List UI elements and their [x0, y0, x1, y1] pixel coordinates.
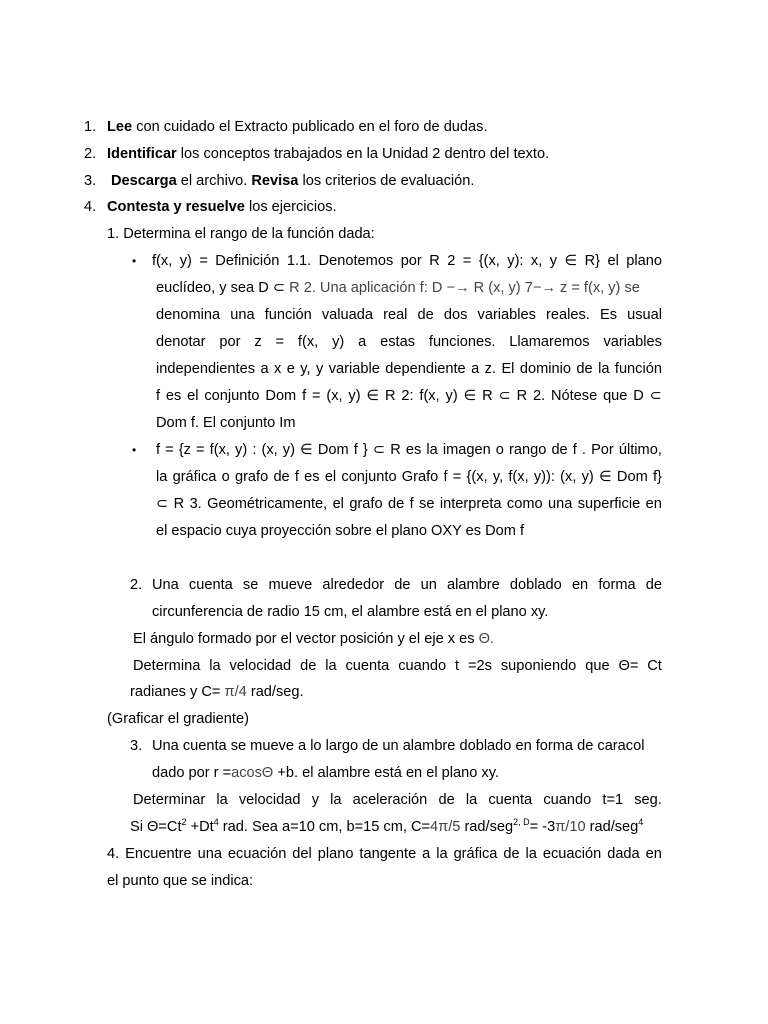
word: Ct — [647, 658, 662, 674]
word: variable — [328, 361, 380, 377]
word: y) — [445, 388, 458, 404]
word: ecuación — [542, 846, 602, 862]
word: = — [311, 388, 321, 404]
word: gráfica — [172, 469, 217, 485]
word: funciones. — [428, 334, 496, 350]
word: {z — [178, 442, 191, 458]
word: y) — [179, 253, 192, 269]
word: la — [426, 442, 438, 458]
word: como — [506, 496, 543, 512]
word: Dom — [616, 469, 648, 485]
exercise-3-line-4: Si $\Theta=Ct^2 +Dt^4$ rad. Sea a=10 cm, b=15 cm, C=4π/5 rad/seg$^{2, D}$= -3π/10 rad/seg$^4$ — [130, 817, 644, 835]
bullet-2-line-4: el espacio cuya proyección sobre el plano OXY es Dom f — [156, 523, 525, 539]
word: Geométricamente, — [207, 496, 328, 512]
word: la — [525, 846, 537, 862]
word: ecuación — [227, 846, 287, 862]
word: independientes — [156, 361, 255, 377]
word: Dom — [265, 388, 297, 404]
word: t=1 — [602, 792, 624, 808]
word: f — [156, 442, 161, 458]
word: ⊂ — [156, 496, 169, 512]
word: 2: — [401, 388, 414, 404]
word: la — [465, 792, 478, 808]
exercise-2-line-2: circunferencia de radio 15 cm, el alambre está en el plano xy. — [152, 604, 549, 620]
bullet-1-line-2: euclídeo, y sea D ⊂ R 2. Una aplicación f: D −→ R (x, y) 7−→ z = f(x, y) se — [156, 280, 640, 296]
word: imagen — [442, 442, 491, 458]
word: e — [286, 361, 295, 377]
step-4-number: 4. — [84, 199, 97, 215]
word: denomina — [156, 307, 221, 323]
word: estas — [380, 334, 416, 350]
word: conjunto — [341, 469, 397, 485]
word: = — [199, 253, 208, 269]
word: por — [400, 253, 422, 269]
word: usual — [627, 307, 662, 323]
word: doblado — [509, 577, 562, 593]
word: R — [482, 388, 493, 404]
word: un — [420, 577, 437, 593]
word: forma — [598, 577, 636, 593]
word: de — [645, 577, 662, 593]
word: y, — [300, 361, 311, 377]
word: R — [173, 496, 185, 512]
word: de — [394, 577, 411, 593]
word: R — [390, 442, 401, 458]
exercise-1-title: 1. Determina el rango de la función dada: — [107, 226, 375, 242]
exercise-3-number: 3. — [130, 738, 143, 754]
exercise-4-line-2: el punto que se indica: — [107, 873, 254, 889]
word: mueve — [268, 577, 313, 593]
word: ⊂ — [649, 388, 662, 404]
word: es — [165, 388, 182, 404]
word: interpreta — [439, 496, 502, 512]
word: superficie — [577, 496, 641, 512]
word: el — [324, 469, 337, 485]
word: cuenta — [488, 792, 533, 808]
word: ∈ — [366, 388, 380, 404]
word: del — [292, 846, 312, 862]
word: gráfica — [453, 846, 498, 862]
word: velocidad — [238, 792, 301, 808]
word: a — [471, 361, 480, 377]
word: y, — [492, 469, 504, 485]
word: x — [274, 361, 282, 377]
word: grafo — [349, 496, 383, 512]
word: y — [316, 361, 324, 377]
word: dos — [443, 307, 468, 323]
word: {(x, — [466, 469, 488, 485]
word: : — [252, 442, 257, 458]
word: D — [633, 388, 644, 404]
word: z — [254, 334, 262, 350]
word: (x, — [560, 469, 577, 485]
word: y) — [235, 442, 248, 458]
word: alrededor — [322, 577, 385, 593]
word: x, — [530, 253, 543, 269]
bullet-1-line-1 — [152, 251, 662, 271]
word: = — [196, 442, 205, 458]
word: la — [156, 469, 168, 485]
word: de — [438, 792, 455, 808]
bullet-2-line-2 — [156, 467, 662, 487]
bullet-1-line-4 — [156, 332, 662, 352]
word: es — [304, 469, 320, 485]
word: = — [452, 469, 462, 485]
word: ∈ — [598, 469, 612, 485]
word: = — [165, 442, 174, 458]
word: R} — [584, 253, 601, 269]
word: suponiendo — [500, 658, 577, 674]
word: de — [417, 307, 434, 323]
word: grafo — [234, 469, 269, 485]
word: 2 — [447, 253, 456, 269]
word: por — [219, 334, 241, 350]
word: variables — [603, 334, 662, 350]
word: cuenta — [188, 577, 233, 593]
word: una — [547, 496, 573, 512]
word: 2. — [532, 388, 546, 404]
exercise-2-line-3: El ángulo formado por el vector posición y el eje x es Θ. — [133, 631, 494, 647]
word: el — [187, 388, 199, 404]
exercise-3-line-1: Una cuenta se mueve a lo largo de un alambre doblado en forma de caracol — [152, 738, 645, 754]
word: f(x, — [209, 442, 230, 458]
word: f — [353, 442, 358, 458]
word: una — [230, 307, 255, 323]
word: de — [576, 361, 593, 377]
word: o — [221, 469, 230, 485]
word: cuando — [398, 658, 447, 674]
word: plano — [317, 846, 354, 862]
word: de — [551, 442, 568, 458]
word: R — [516, 388, 528, 404]
graficar-note: (Graficar el gradiente) — [107, 711, 249, 727]
word: la — [325, 658, 337, 674]
word: y) — [332, 334, 345, 350]
bullet-2-icon: • — [132, 443, 137, 457]
word: Determinar — [133, 792, 206, 808]
word: f — [409, 496, 414, 512]
word: velocidad — [229, 658, 292, 674]
word: f(x, — [152, 253, 173, 269]
exercise-3-line-3 — [133, 790, 662, 810]
word: de — [273, 469, 290, 485]
word: función — [614, 361, 662, 377]
word: 3. — [189, 496, 202, 512]
word: ∈ — [564, 253, 578, 269]
word: dada — [607, 846, 640, 862]
word: f} — [652, 469, 662, 485]
word: Una — [152, 577, 179, 593]
word: en — [645, 846, 662, 862]
bullet-1-icon: • — [132, 254, 137, 268]
word: se — [242, 577, 259, 593]
word: variables — [477, 307, 536, 323]
word: y) — [282, 442, 295, 458]
word: El — [501, 361, 515, 377]
word: función — [264, 307, 312, 323]
bullet-1-line-6 — [156, 386, 662, 406]
word: en — [571, 577, 589, 593]
word: rango — [509, 442, 547, 458]
word: = — [275, 334, 285, 350]
word: R — [384, 388, 396, 404]
word: Por — [591, 442, 614, 458]
word: a — [422, 846, 431, 862]
word: denotar — [156, 334, 206, 350]
word: Encuentre — [125, 846, 192, 862]
word: o — [495, 442, 504, 458]
word: R — [429, 253, 440, 269]
step-1-text: Lee con cuidado el Extracto publicado en el foro de dudas. — [107, 119, 488, 135]
exercise-3-line-2: dado por r =acosΘ +b. el alambre está en el plano xy. — [152, 765, 499, 781]
word: de — [503, 846, 520, 862]
word: en — [645, 496, 662, 512]
word: Dom — [317, 442, 349, 458]
word: 4. — [107, 846, 120, 862]
word: cuando — [543, 792, 592, 808]
word: dominio — [519, 361, 571, 377]
word: reales. — [546, 307, 590, 323]
word: último, — [618, 442, 662, 458]
word: y) — [348, 388, 361, 404]
word: tangente — [359, 846, 417, 862]
bullet-1-line-7: Dom f. El conjunto Im — [156, 415, 296, 431]
exercise-2-number: 2. — [130, 577, 143, 593]
word: es — [405, 442, 422, 458]
word: z. — [484, 361, 497, 377]
word: y — [311, 792, 319, 808]
word: seg. — [634, 792, 662, 808]
word: f — [443, 469, 448, 485]
word: la — [216, 792, 228, 808]
word: {(x, — [478, 253, 500, 269]
step-2-text: Identificar los conceptos trabajados en la Unidad 2 dentro del texto. — [107, 146, 550, 162]
exercise-4-line-1 — [107, 844, 662, 864]
word: y) — [581, 469, 594, 485]
bullet-2-line-3 — [156, 494, 662, 514]
bullet-1-line-5 — [156, 359, 662, 379]
word: ⊂ — [498, 388, 511, 404]
word: de — [387, 496, 405, 512]
word: una — [197, 846, 222, 862]
word: alambre — [446, 577, 500, 593]
word: Denotemos — [318, 253, 394, 269]
word: y): — [507, 253, 524, 269]
bullet-2-line-1 — [156, 440, 662, 460]
word: =2s — [467, 658, 492, 674]
word: t — [455, 658, 460, 674]
word: Definición — [215, 253, 280, 269]
word: aceleración — [352, 792, 428, 808]
exercise-2-line-4 — [133, 656, 662, 676]
word: f(x, — [508, 469, 529, 485]
word: a — [358, 334, 367, 350]
word: } — [362, 442, 368, 458]
word: real — [383, 307, 408, 323]
step-1-number: 1. — [84, 119, 97, 135]
word: Nótese — [550, 388, 598, 404]
exercise-2-line-5: radianes y C= π/4 rad/seg. — [130, 684, 304, 700]
word: que — [585, 658, 610, 674]
word: f(x, — [297, 334, 319, 350]
word: ∈ — [463, 388, 477, 404]
word: se — [419, 496, 435, 512]
step-3-number: 3. — [84, 173, 97, 189]
word: ∈ — [300, 442, 313, 458]
step-4-text: Contesta y resuelve los ejercicios. — [107, 199, 337, 215]
word: = — [462, 253, 472, 269]
word: la — [598, 361, 610, 377]
word: f — [156, 388, 161, 404]
word: Θ= — [618, 658, 639, 674]
word: f — [294, 469, 299, 485]
word: f — [302, 388, 307, 404]
word: la — [209, 658, 221, 674]
word: cuenta — [345, 658, 390, 674]
exercise-2-line-1 — [152, 575, 662, 595]
word: Llamaremos — [509, 334, 590, 350]
word: plano — [626, 253, 662, 269]
word: f — [572, 442, 577, 458]
word: (x, — [261, 442, 278, 458]
word: y — [549, 253, 558, 269]
word: (x, — [326, 388, 343, 404]
bullet-1-line-3 — [156, 305, 662, 325]
word: valuada — [321, 307, 373, 323]
word: la — [330, 792, 342, 808]
word: que — [603, 388, 628, 404]
word: a — [260, 361, 269, 377]
word: la — [436, 846, 448, 862]
word: el — [607, 253, 619, 269]
word: y)): — [533, 469, 555, 485]
word: de — [300, 658, 317, 674]
word: 1.1. — [286, 253, 312, 269]
step-2-number: 2. — [84, 146, 97, 162]
word: Es — [599, 307, 617, 323]
word: ⊂ — [372, 442, 386, 458]
word: dependiente — [385, 361, 466, 377]
word: Grafo — [401, 469, 439, 485]
word: conjunto — [204, 388, 260, 404]
step-3-text: Descarga el archivo. Revisa los criterios de evaluación. — [111, 173, 475, 189]
word: el — [332, 496, 344, 512]
word: f(x, — [419, 388, 440, 404]
word: . — [581, 442, 586, 458]
word: Determina — [133, 658, 201, 674]
